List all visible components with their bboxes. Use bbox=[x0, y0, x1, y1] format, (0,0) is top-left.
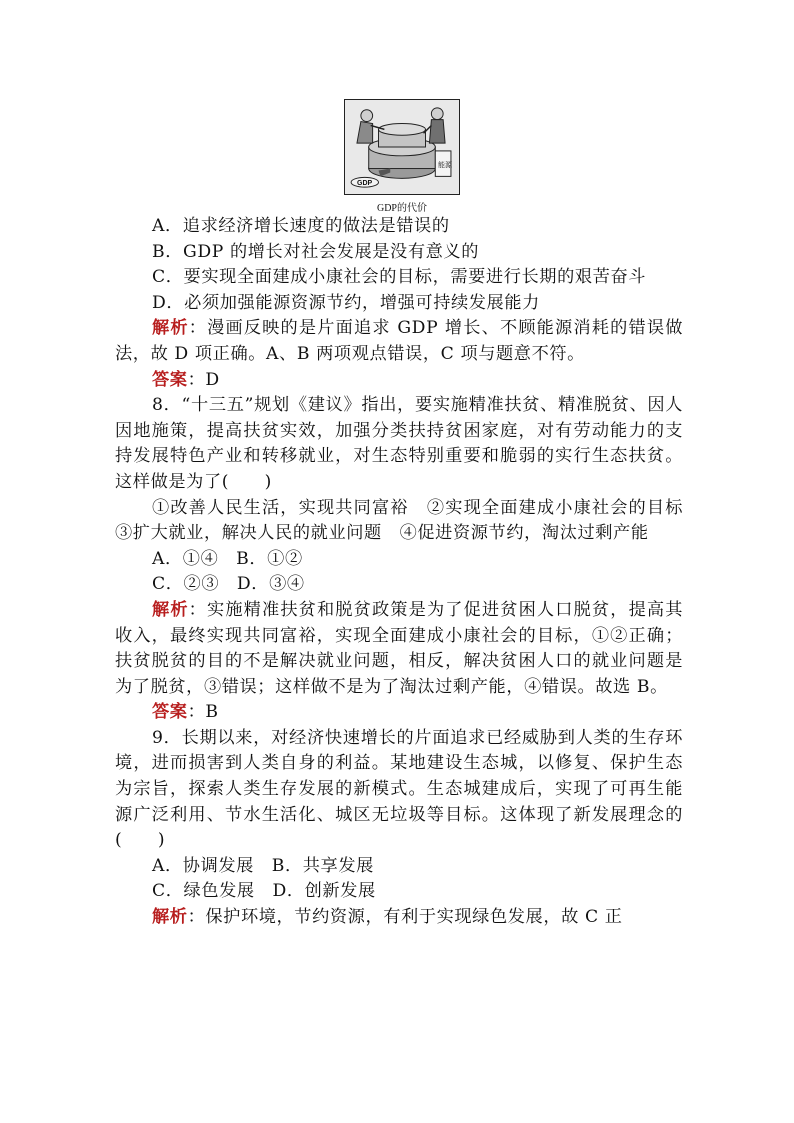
q8-analysis-text: ：实施精准扶贫和脱贫政策是为了促进贫困人口脱贫，提高其收入，最终实现共同富裕，实现全面建成小康社会的目标，①②正确；扶贫脱贫的目的不是解决就业问题，相反，解决贫困人口的就业问题是为了脱贫，③错误；这样做不是为了淘汰过剩产能，④错误。故选 B。 bbox=[115, 599, 684, 697]
cartoon-label-energy: 能源 bbox=[438, 162, 452, 169]
cartoon-figure bbox=[344, 99, 460, 195]
cartoon-label-gdp: GDP bbox=[357, 180, 373, 187]
q7-analysis bbox=[115, 316, 683, 367]
q8-answer-text: ：B bbox=[187, 702, 219, 723]
analysis-label: 解析 bbox=[152, 599, 189, 620]
q8-options-ab: A．①④ B．①② bbox=[152, 548, 303, 569]
q7-option-d: D．必须加强能源资源节约，增强可持续发展能力 bbox=[152, 292, 540, 313]
q9-analysis-text: ：保护环境，节约资源，有利于实现绿色发展，故 C 正 bbox=[187, 907, 623, 928]
q8-options-cd: C．②③ D．③④ bbox=[152, 574, 305, 595]
question-text-block bbox=[115, 214, 701, 931]
q9-options-cd: C．绿色发展 D．创新发展 bbox=[152, 881, 376, 902]
q9-options-ab: A．协调发展 B．共享发展 bbox=[152, 855, 374, 876]
q8-analysis bbox=[115, 598, 683, 700]
figure-caption: GDP的代价 bbox=[376, 203, 427, 214]
analysis-label: 解析 bbox=[152, 318, 189, 339]
q7-analysis-text: ：漫画反映的是片面追求 GDP 增长、不顾能源消耗的错误做法，故 D 项正确。A、B 两项观点错误，C 项与题意不符。 bbox=[115, 318, 684, 364]
analysis-label: 解析 bbox=[152, 907, 188, 928]
q8-answer bbox=[115, 700, 683, 726]
q7-option-c: C．要实现全面建成小康社会的目标，需要进行长期的艰苦奋斗 bbox=[152, 267, 647, 288]
q8-stem: 8．“十三五”规划《建议》指出，要实施精准扶贫、精准脱贫、因人因地施策，提高扶贫实效，加强分类扶持贫困家庭，对有劳动能力的支持发展特色产业和转移就业，对生态特别重要和脆弱的实行生态扶贫。这样做是为了( ) bbox=[115, 395, 683, 492]
q7-answer bbox=[115, 368, 683, 394]
answer-label: 答案 bbox=[152, 369, 188, 390]
q7-option-a: A．追求经济增长速度的做法是错误的 bbox=[152, 216, 450, 236]
q9-analysis bbox=[115, 905, 683, 931]
answer-label: 答案 bbox=[152, 702, 188, 723]
q7-answer-text: ：D bbox=[187, 369, 220, 390]
q8-items: ①改善人民生活，实现共同富裕 ②实现全面建成小康社会的目标 ③扩大就业，解决人民的就业问题 ④促进资源节约，淘汰过剩产能 bbox=[115, 497, 701, 544]
q9-stem: 9．长期以来，对经济快速增长的片面追求已经威胁到人类的生存环境，进而损害到人类自身的利益。某地建设生态城，以修复、保护生态为宗旨，探索人类生存发展的新模式。生态城建成后，实现了可再生能源广泛利用、节水生活化、城区无垃圾等目标。这体现了新发展理念的( ) bbox=[115, 727, 683, 851]
q7-option-b: B．GDP 的增长对社会发展是没有意义的 bbox=[152, 241, 479, 262]
